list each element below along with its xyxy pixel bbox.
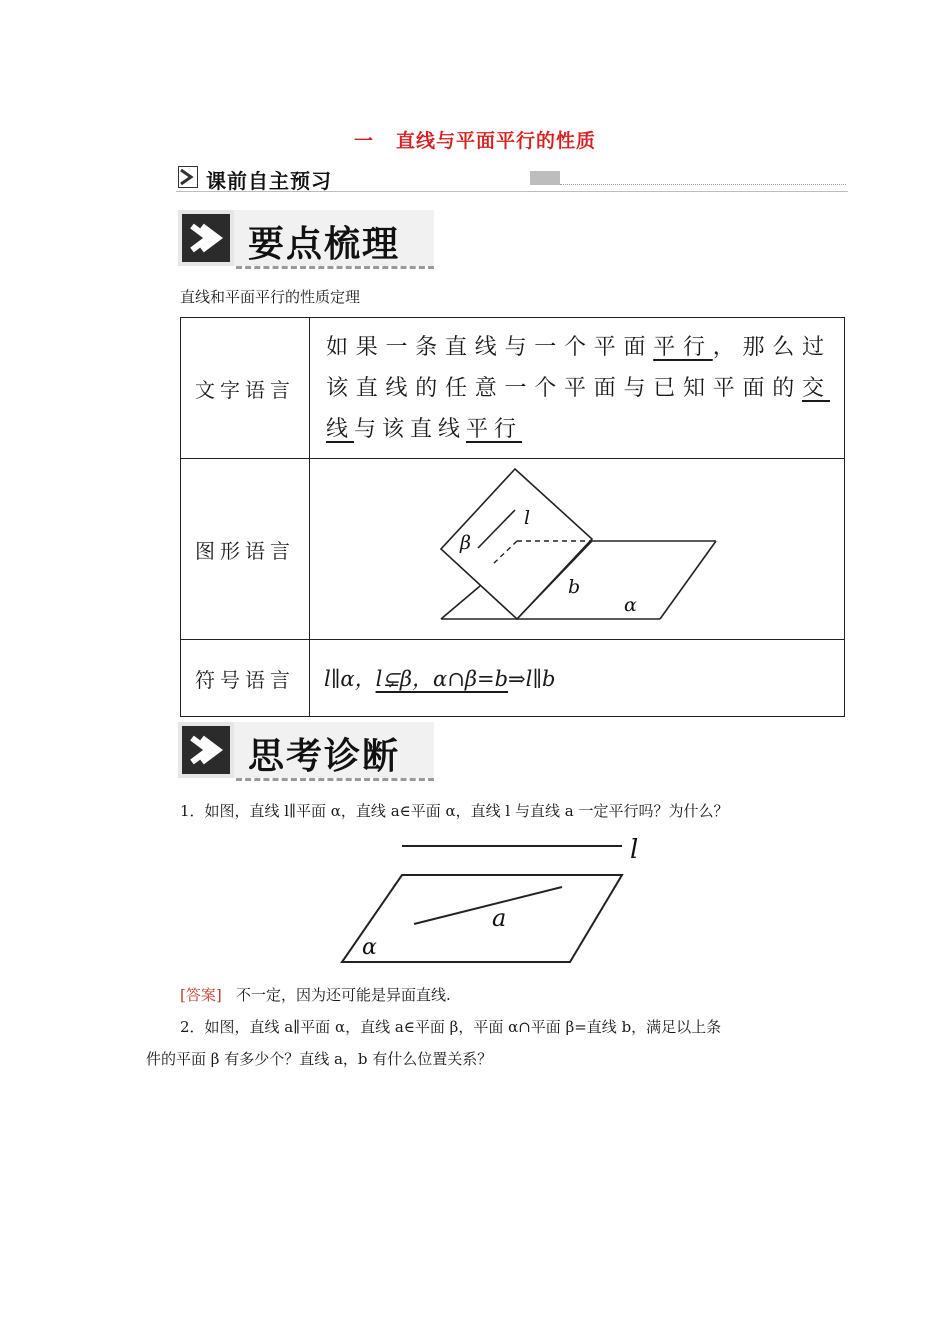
label-b: b [568,576,581,598]
question-1: 1．如图，直线 l∥平面 α，直线 a∈平面 α，直线 l 与直线 a 一定平行吗？为什么？ [180,802,729,820]
row-header-text-language: 文字语言 [181,318,310,459]
badge-arrow-icon [178,722,234,778]
badge-key-points [178,210,436,270]
title-number: 一 [353,130,374,152]
label-beta: β [460,532,471,554]
table-caption: 直线和平面平行的性质定理 [180,288,361,306]
table-row [181,640,845,717]
section-dotted-rule [560,184,846,185]
fig1-label-a: a [492,904,507,932]
table-row [181,459,845,640]
badge-arrow-icon [178,210,234,266]
section-bar [176,164,848,192]
blank-intersection-line: 交线 [326,375,830,442]
table-row [181,318,845,459]
symbol-language-cell: l∥α，l⊊β，α∩β=b⇒l∥b [310,640,845,717]
row-header-symbol-language: 符号语言 [181,640,310,717]
section-arrow-icon [178,166,198,188]
section-underline [176,191,848,192]
plane-diagram [310,459,844,639]
answer-text: 不一定，因为还可能是异面直线. [236,986,451,1004]
blank-parallel: 平行 [653,334,713,360]
answer-tag: [答案] [180,986,222,1004]
theorem-table [180,317,845,717]
badge-diagnosis-text: 思考诊断 [248,736,401,777]
question-2-line-1: 2．如图，直线 a∥平面 α，直线 a∈平面 β，平面 α∩平面 β=直线 b，满足以上条 [180,1018,722,1036]
blank-parallel-2: 平行 [466,416,523,442]
row-header-figure-language: 图形语言 [181,459,310,640]
section-grey-block [530,171,560,185]
title-text: 直线与平面平行的性质 [396,130,597,152]
figure-language-cell [310,459,845,640]
fig1-label-alpha: α [362,935,377,960]
blank-symbol-condition: l⊊β，α∩β=b [375,667,509,691]
label-l: l [524,507,531,529]
fig1-label-l: l [630,835,639,865]
question-2-line-2: 件的平面 β 有多少个？直线 a，b 有什么位置关系？ [146,1050,493,1068]
page-title [0,126,950,153]
badge-dashed-rule [236,778,434,781]
badge-diagnosis [178,722,436,782]
answer-1 [180,984,451,1005]
section-label: 课前自主预习 [206,169,332,193]
badge-dashed-rule [236,266,434,269]
label-alpha: α [624,594,637,616]
text-language-cell: 如果一条直线与一个平面平行，那么过该直线的任意一个平面与已知平面的交线与该直线平行 [310,318,845,459]
figure-line-plane [330,828,660,968]
badge-key-points-text: 要点梳理 [248,224,401,265]
